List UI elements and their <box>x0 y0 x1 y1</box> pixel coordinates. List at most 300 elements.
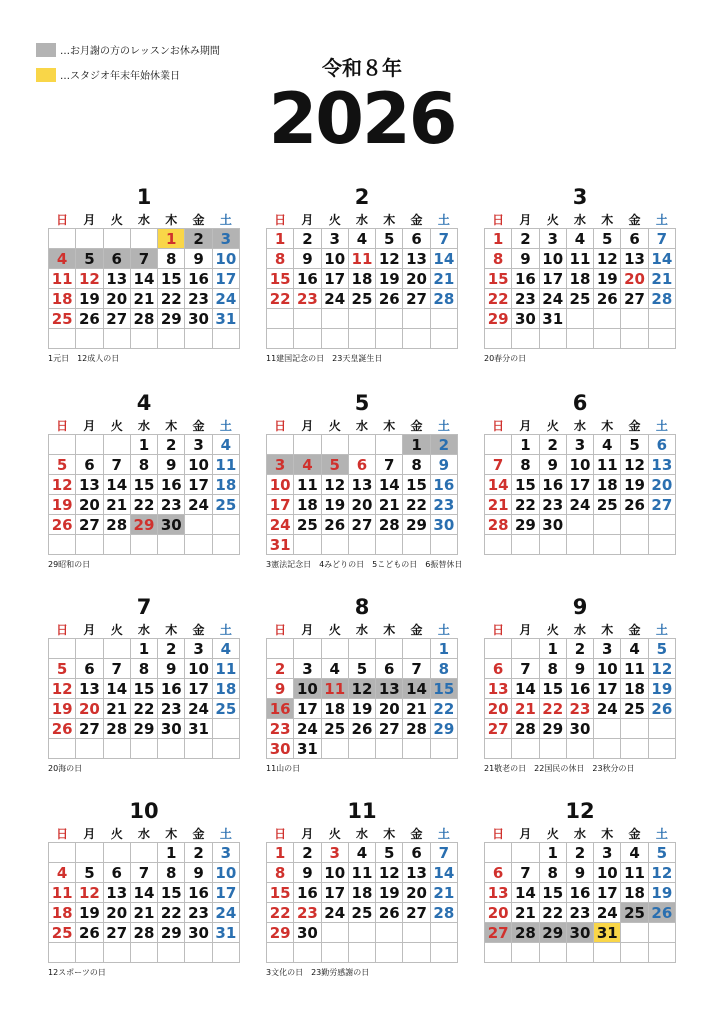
week-row <box>267 699 458 719</box>
empty-cell <box>648 943 675 963</box>
weekday-header: 火 <box>328 212 341 227</box>
empty-cell <box>130 739 157 759</box>
day-cell: 13 <box>485 883 512 903</box>
day-cell: 8 <box>539 863 566 883</box>
weekday-header: 月 <box>519 418 532 433</box>
day-cell: 3 <box>321 843 348 863</box>
empty-cell <box>430 309 457 329</box>
day-cell: 30 <box>185 309 212 329</box>
empty-cell <box>267 943 294 963</box>
empty-cell <box>594 535 621 555</box>
day-cell: 24 <box>267 515 294 535</box>
empty-cell <box>49 229 76 249</box>
day-cell: 20 <box>103 903 130 923</box>
weekday-header-row <box>485 210 676 229</box>
day-cell: 2 <box>267 659 294 679</box>
week-row <box>49 863 240 883</box>
day-cell: 30 <box>430 515 457 535</box>
day-cell: 27 <box>403 903 430 923</box>
legend-label-lesson-break: …お月謝の方のレッスンお休み期間 <box>60 46 220 57</box>
empty-cell <box>130 329 157 349</box>
day-cell: 26 <box>648 903 675 923</box>
empty-cell <box>512 535 539 555</box>
weekday-header: 日 <box>492 418 505 433</box>
day-cell: 23 <box>512 289 539 309</box>
empty-cell <box>621 739 648 759</box>
day-cell: 21 <box>103 699 130 719</box>
day-cell: 19 <box>321 495 348 515</box>
empty-cell <box>76 739 103 759</box>
empty-cell <box>267 309 294 329</box>
day-cell: 25 <box>49 923 76 943</box>
week-row <box>267 495 458 515</box>
day-cell: 4 <box>621 639 648 659</box>
weekday-header-row <box>485 620 676 639</box>
empty-cell <box>103 535 130 555</box>
day-cell: 11 <box>566 249 593 269</box>
empty-cell <box>158 329 185 349</box>
week-row <box>49 739 240 759</box>
day-cell: 13 <box>403 863 430 883</box>
day-cell: 7 <box>512 659 539 679</box>
weekday-header: 木 <box>383 826 396 841</box>
week-row <box>485 249 676 269</box>
day-cell: 30 <box>539 515 566 535</box>
empty-cell <box>185 329 212 349</box>
day-cell: 16 <box>539 475 566 495</box>
day-cell: 19 <box>648 679 675 699</box>
week-row <box>485 943 676 963</box>
holiday-note: 29昭和の日 <box>48 560 91 569</box>
day-cell: 5 <box>76 249 103 269</box>
weekday-header: 日 <box>56 212 69 227</box>
day-cell: 9 <box>566 863 593 883</box>
day-cell: 30 <box>566 923 593 943</box>
week-row <box>267 475 458 495</box>
empty-cell <box>566 739 593 759</box>
empty-cell <box>348 309 375 329</box>
day-cell: 17 <box>539 269 566 289</box>
day-cell: 18 <box>49 903 76 923</box>
weekday-header: 土 <box>219 212 232 227</box>
empty-cell <box>594 739 621 759</box>
day-cell: 12 <box>376 249 403 269</box>
month-table <box>266 620 458 759</box>
day-cell: 5 <box>321 455 348 475</box>
day-cell: 7 <box>512 863 539 883</box>
day-cell: 23 <box>267 719 294 739</box>
week-row <box>267 679 458 699</box>
day-cell: 27 <box>103 923 130 943</box>
week-row <box>267 435 458 455</box>
day-cell: 4 <box>348 229 375 249</box>
empty-cell <box>512 943 539 963</box>
month-title: 4 <box>136 391 152 415</box>
day-cell: 5 <box>621 435 648 455</box>
day-cell: 23 <box>539 495 566 515</box>
holiday-note: 3憲法記念日 4みどりの日 5こどもの日 6振替休日 <box>266 560 463 569</box>
week-row <box>49 329 240 349</box>
day-cell: 22 <box>512 495 539 515</box>
day-cell: 22 <box>267 289 294 309</box>
day-cell: 8 <box>158 863 185 883</box>
weekday-header: 土 <box>219 826 232 841</box>
day-cell: 20 <box>376 699 403 719</box>
day-cell: 22 <box>403 495 430 515</box>
day-cell: 24 <box>594 699 621 719</box>
day-cell: 22 <box>130 495 157 515</box>
day-cell: 4 <box>49 249 76 269</box>
day-cell: 24 <box>566 495 593 515</box>
day-cell: 25 <box>294 515 321 535</box>
day-cell: 15 <box>485 269 512 289</box>
weekday-header: 月 <box>301 212 314 227</box>
empty-cell <box>430 739 457 759</box>
day-cell: 17 <box>185 679 212 699</box>
empty-cell <box>130 843 157 863</box>
day-cell: 28 <box>485 515 512 535</box>
wareki-title: 令和８年 <box>322 56 402 80</box>
day-cell: 25 <box>621 903 648 923</box>
week-row <box>267 659 458 679</box>
week-row <box>267 903 458 923</box>
day-cell: 21 <box>430 883 457 903</box>
week-row <box>485 455 676 475</box>
empty-cell <box>267 639 294 659</box>
month-11 <box>266 798 458 978</box>
day-cell: 12 <box>621 455 648 475</box>
day-cell: 26 <box>621 495 648 515</box>
day-cell: 13 <box>348 475 375 495</box>
month-8 <box>266 594 458 774</box>
weekday-header: 木 <box>165 418 178 433</box>
weekday-header: 金 <box>192 212 205 227</box>
day-cell: 6 <box>485 863 512 883</box>
weekday-header: 木 <box>383 622 396 637</box>
day-cell: 14 <box>430 863 457 883</box>
day-cell: 30 <box>294 923 321 943</box>
day-cell: 4 <box>348 843 375 863</box>
day-cell: 16 <box>185 883 212 903</box>
day-cell: 1 <box>267 843 294 863</box>
empty-cell <box>566 943 593 963</box>
day-cell: 9 <box>158 659 185 679</box>
day-cell: 13 <box>648 455 675 475</box>
day-cell: 17 <box>294 699 321 719</box>
day-cell: 22 <box>485 289 512 309</box>
weekday-header: 日 <box>274 212 287 227</box>
day-cell: 1 <box>539 639 566 659</box>
empty-cell <box>267 329 294 349</box>
day-cell: 2 <box>158 435 185 455</box>
day-cell: 9 <box>158 455 185 475</box>
day-cell: 22 <box>158 903 185 923</box>
weekday-header: 金 <box>410 826 423 841</box>
day-cell: 6 <box>103 249 130 269</box>
day-cell: 17 <box>212 883 239 903</box>
day-cell: 29 <box>267 923 294 943</box>
day-cell: 5 <box>76 863 103 883</box>
day-cell: 17 <box>594 883 621 903</box>
day-cell: 4 <box>594 435 621 455</box>
week-row <box>49 269 240 289</box>
week-row <box>49 943 240 963</box>
holiday-note: 11山の日 <box>266 764 301 773</box>
month-title: 7 <box>136 595 152 619</box>
day-cell: 6 <box>403 843 430 863</box>
empty-cell <box>621 923 648 943</box>
week-row <box>267 863 458 883</box>
month-1 <box>48 184 240 364</box>
holiday-note: 3文化の日 23勤労感謝の日 <box>266 968 370 977</box>
day-cell: 30 <box>566 719 593 739</box>
day-cell: 31 <box>212 923 239 943</box>
weekday-header: 火 <box>110 212 123 227</box>
day-cell: 2 <box>430 435 457 455</box>
day-cell: 26 <box>76 309 103 329</box>
day-cell: 25 <box>594 495 621 515</box>
empty-cell <box>594 309 621 329</box>
day-cell: 29 <box>130 719 157 739</box>
day-cell: 16 <box>566 883 593 903</box>
weekday-header: 木 <box>165 826 178 841</box>
day-cell: 4 <box>294 455 321 475</box>
week-row <box>485 863 676 883</box>
day-cell: 22 <box>430 699 457 719</box>
empty-cell <box>321 639 348 659</box>
day-cell: 31 <box>185 719 212 739</box>
day-cell: 20 <box>403 269 430 289</box>
day-cell: 2 <box>294 843 321 863</box>
day-cell: 14 <box>103 679 130 699</box>
day-cell: 21 <box>512 699 539 719</box>
empty-cell <box>430 329 457 349</box>
empty-cell <box>103 739 130 759</box>
day-cell: 23 <box>158 495 185 515</box>
day-cell: 1 <box>403 435 430 455</box>
weekday-header: 月 <box>83 622 96 637</box>
day-cell: 13 <box>76 679 103 699</box>
week-row <box>485 495 676 515</box>
empty-cell <box>594 329 621 349</box>
day-cell: 11 <box>321 679 348 699</box>
day-cell: 12 <box>76 269 103 289</box>
day-cell: 16 <box>158 679 185 699</box>
day-cell: 27 <box>648 495 675 515</box>
day-cell: 13 <box>76 475 103 495</box>
empty-cell <box>294 329 321 349</box>
day-cell: 15 <box>539 883 566 903</box>
empty-cell <box>158 943 185 963</box>
day-cell: 19 <box>76 289 103 309</box>
day-cell: 11 <box>294 475 321 495</box>
day-cell: 14 <box>403 679 430 699</box>
empty-cell <box>103 639 130 659</box>
month-title: 5 <box>354 391 370 415</box>
day-cell: 20 <box>648 475 675 495</box>
empty-cell <box>566 329 593 349</box>
day-cell: 14 <box>130 883 157 903</box>
day-cell: 4 <box>49 863 76 883</box>
day-cell: 11 <box>49 269 76 289</box>
empty-cell <box>566 535 593 555</box>
day-cell: 26 <box>49 719 76 739</box>
day-cell: 16 <box>185 269 212 289</box>
day-cell: 26 <box>376 903 403 923</box>
empty-cell <box>49 739 76 759</box>
day-cell: 9 <box>294 863 321 883</box>
day-cell: 21 <box>430 269 457 289</box>
empty-cell <box>648 535 675 555</box>
weekday-header: 月 <box>301 418 314 433</box>
week-row <box>485 883 676 903</box>
empty-cell <box>403 943 430 963</box>
weekday-header: 金 <box>628 826 641 841</box>
day-cell: 9 <box>267 679 294 699</box>
week-row <box>485 329 676 349</box>
day-cell: 4 <box>212 435 239 455</box>
day-cell: 28 <box>103 515 130 535</box>
empty-cell <box>621 515 648 535</box>
empty-cell <box>430 943 457 963</box>
day-cell: 17 <box>267 495 294 515</box>
day-cell: 27 <box>348 515 375 535</box>
month-title: 6 <box>572 391 588 415</box>
day-cell: 11 <box>594 455 621 475</box>
holiday-note: 21敬老の日 22国民の休日 23秋分の日 <box>484 764 635 773</box>
day-cell: 16 <box>566 679 593 699</box>
day-cell: 22 <box>267 903 294 923</box>
weekday-header: 水 <box>355 622 368 637</box>
day-cell: 20 <box>621 269 648 289</box>
weekday-header: 木 <box>383 418 396 433</box>
day-cell: 5 <box>376 843 403 863</box>
empty-cell <box>49 943 76 963</box>
day-cell: 8 <box>130 659 157 679</box>
week-row <box>485 289 676 309</box>
weekday-header: 火 <box>546 418 559 433</box>
day-cell: 6 <box>348 455 375 475</box>
day-cell: 8 <box>539 659 566 679</box>
day-cell: 23 <box>185 289 212 309</box>
week-row <box>485 903 676 923</box>
day-cell: 29 <box>539 719 566 739</box>
day-cell: 18 <box>294 495 321 515</box>
day-cell: 23 <box>566 903 593 923</box>
empty-cell <box>49 435 76 455</box>
day-cell: 25 <box>348 289 375 309</box>
day-cell: 2 <box>566 843 593 863</box>
year-title: 2026 <box>268 78 456 160</box>
weekday-header: 土 <box>437 622 450 637</box>
day-cell: 8 <box>485 249 512 269</box>
empty-cell <box>348 329 375 349</box>
day-cell: 20 <box>403 883 430 903</box>
empty-cell <box>403 739 430 759</box>
empty-cell <box>648 309 675 329</box>
day-cell: 24 <box>594 903 621 923</box>
day-cell: 19 <box>49 699 76 719</box>
day-cell: 28 <box>130 923 157 943</box>
week-row <box>485 659 676 679</box>
day-cell: 22 <box>539 699 566 719</box>
day-cell: 17 <box>566 475 593 495</box>
month-9 <box>484 594 676 774</box>
empty-cell <box>49 639 76 659</box>
day-cell: 23 <box>185 903 212 923</box>
empty-cell <box>376 739 403 759</box>
week-row <box>485 309 676 329</box>
day-cell: 27 <box>103 309 130 329</box>
day-cell: 2 <box>294 229 321 249</box>
weekday-header-row <box>49 824 240 843</box>
empty-cell <box>348 923 375 943</box>
empty-cell <box>594 515 621 535</box>
day-cell: 27 <box>485 719 512 739</box>
week-row <box>267 229 458 249</box>
day-cell: 26 <box>49 515 76 535</box>
day-cell: 21 <box>376 495 403 515</box>
empty-cell <box>321 435 348 455</box>
empty-cell <box>403 923 430 943</box>
weekday-header: 木 <box>383 212 396 227</box>
week-row <box>49 699 240 719</box>
empty-cell <box>321 535 348 555</box>
day-cell: 15 <box>158 269 185 289</box>
day-cell: 10 <box>539 249 566 269</box>
weekday-header: 日 <box>274 826 287 841</box>
empty-cell <box>621 719 648 739</box>
empty-cell <box>621 535 648 555</box>
weekday-header: 月 <box>83 826 96 841</box>
weekday-header: 日 <box>56 418 69 433</box>
empty-cell <box>648 329 675 349</box>
month-4 <box>48 390 240 570</box>
weekday-header-row <box>485 416 676 435</box>
day-cell: 23 <box>294 903 321 923</box>
week-row <box>485 535 676 555</box>
week-row <box>267 923 458 943</box>
empty-cell <box>376 309 403 329</box>
weekday-header: 火 <box>328 418 341 433</box>
day-cell: 15 <box>267 269 294 289</box>
day-cell: 15 <box>267 883 294 903</box>
day-cell: 3 <box>594 843 621 863</box>
day-cell: 18 <box>49 289 76 309</box>
day-cell: 10 <box>566 455 593 475</box>
day-cell: 19 <box>348 699 375 719</box>
empty-cell <box>158 535 185 555</box>
weekday-header-row <box>49 620 240 639</box>
day-cell: 6 <box>376 659 403 679</box>
month-table <box>484 824 676 963</box>
day-cell: 5 <box>376 229 403 249</box>
month-table <box>266 210 458 349</box>
day-cell: 29 <box>485 309 512 329</box>
week-row <box>49 455 240 475</box>
day-cell: 25 <box>621 699 648 719</box>
week-row <box>267 843 458 863</box>
day-cell: 18 <box>566 269 593 289</box>
weekday-header: 火 <box>546 622 559 637</box>
day-cell: 11 <box>348 249 375 269</box>
day-cell: 9 <box>539 455 566 475</box>
empty-cell <box>212 719 239 739</box>
day-cell: 28 <box>512 923 539 943</box>
empty-cell <box>594 719 621 739</box>
day-cell: 5 <box>49 455 76 475</box>
week-row <box>49 639 240 659</box>
